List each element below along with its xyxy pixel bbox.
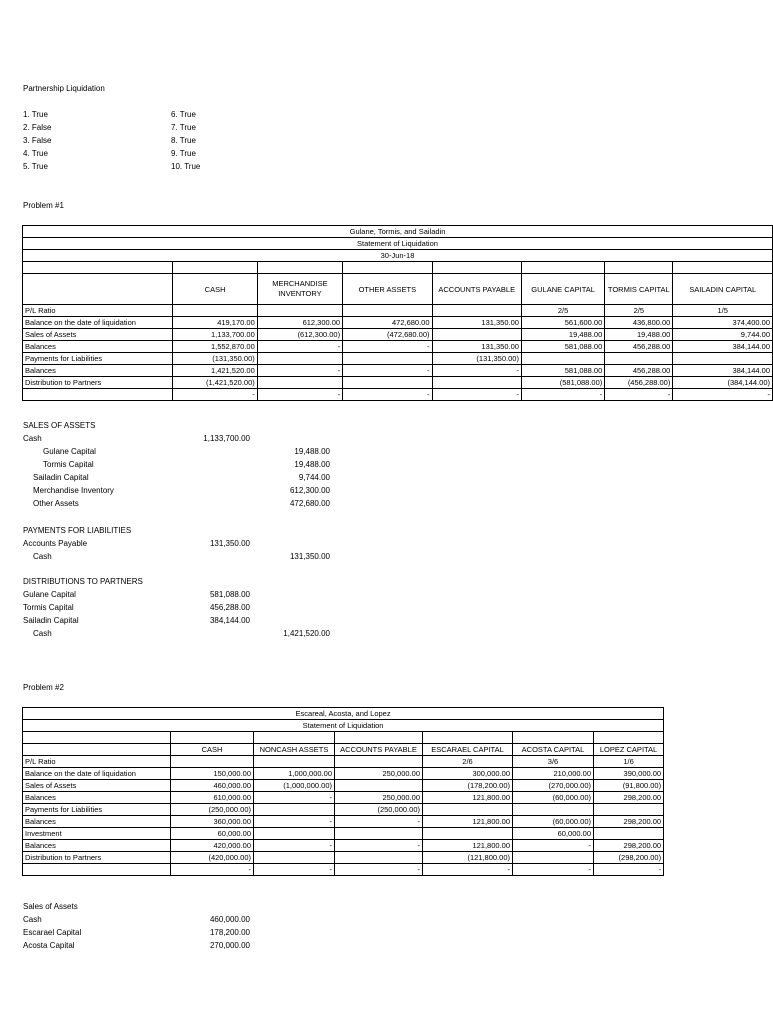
answer-item: 10. True [171, 162, 201, 171]
column-header: MERCHANDISE INVENTORY [257, 274, 342, 305]
cell-value: 561,600.00 [521, 317, 604, 329]
cell-value: (131,350.00) [173, 353, 257, 365]
cell-value: 2/5 [605, 305, 673, 317]
cell-value: 60,000.00 [513, 828, 594, 840]
row-label: P/L Ratio [23, 305, 173, 317]
statement-date: 30-Jun-18 [23, 250, 773, 262]
journal-account: Cash [23, 434, 42, 443]
row-label: Sales of Assets [23, 329, 173, 341]
company-name: Escareal, Acosta, and Lopez [23, 708, 664, 720]
cell-value: 436,800.00 [605, 317, 673, 329]
cell-value [257, 305, 342, 317]
cell-value: 121,800.00 [423, 816, 513, 828]
cell-value: (298,200.00) [594, 852, 664, 864]
cell-value: 1/6 [594, 756, 664, 768]
journal-account: Sailadin Capital [23, 616, 79, 625]
cell-value [343, 377, 432, 389]
journal-heading: SALES OF ASSETS [23, 421, 96, 430]
statement-row [23, 365, 773, 377]
column-header: ESCARAEL CAPITAL [423, 744, 513, 756]
row-label: Payments for Liabilities [23, 353, 173, 365]
journal-debit: 1,133,700.00 [203, 434, 250, 443]
journal-account: Gulane Capital [43, 447, 96, 456]
cell-value: 456,288.00 [605, 341, 673, 353]
cell-value [254, 828, 335, 840]
statement-row [23, 792, 664, 804]
cell-value: - [343, 365, 432, 377]
cell-value [423, 828, 513, 840]
cell-value: 298,200.00 [594, 792, 664, 804]
journal-account: Acosta Capital [23, 941, 75, 950]
journal-debit: 460,000.00 [209, 915, 250, 924]
cell-value: 298,200.00 [594, 840, 664, 852]
journal-debit: 178,200.00 [209, 928, 250, 937]
cell-value: - [605, 389, 673, 401]
statement-title: Statement of Liquidation [23, 720, 664, 732]
answer-item: 6. True [171, 110, 196, 119]
cell-value: 384,144.00 [673, 365, 773, 377]
cell-value: (250,000.00) [335, 804, 423, 816]
cell-value: - [254, 864, 335, 876]
cell-value: (60,000.00) [513, 816, 594, 828]
column-header: NONCASH ASSETS [254, 744, 335, 756]
column-header: OTHER ASSETS [343, 274, 432, 305]
cell-value [343, 305, 432, 317]
row-label: P/L Ratio [23, 756, 171, 768]
cell-value: 210,000.00 [513, 768, 594, 780]
cell-value: - [257, 365, 342, 377]
answer-item: 7. True [171, 123, 196, 132]
statement-row [23, 341, 773, 353]
statement-row [23, 804, 664, 816]
cell-value [335, 756, 423, 768]
cell-value: 420,000.00 [171, 840, 254, 852]
cell-value: 460,000.00 [171, 780, 254, 792]
cell-value: - [335, 864, 423, 876]
cell-value: (581,088.00) [521, 377, 604, 389]
statement-row [23, 353, 773, 365]
cell-value: (612,300.00) [257, 329, 342, 341]
cell-value [254, 804, 335, 816]
cell-value: 131,350.00 [432, 341, 521, 353]
statement-row [23, 389, 773, 401]
journal-debit: 581,088.00 [209, 590, 250, 599]
journal-debit: 270,000.00 [209, 941, 250, 950]
cell-value: - [257, 389, 342, 401]
journal-credit: 612,300.00 [289, 486, 330, 495]
row-label [23, 389, 173, 401]
cell-value: 250,000.00 [335, 768, 423, 780]
cell-value: - [254, 792, 335, 804]
cell-value: 2/6 [423, 756, 513, 768]
page-title: Partnership Liquidation [23, 84, 105, 93]
cell-value: 384,144.00 [673, 341, 773, 353]
row-label: Investment [23, 828, 171, 840]
cell-value: (270,000.00) [513, 780, 594, 792]
row-label: Balances [23, 341, 173, 353]
cell-value [254, 756, 335, 768]
cell-value: - [432, 365, 521, 377]
statement-row [23, 828, 664, 840]
statement-row [23, 840, 664, 852]
cell-value: 610,000.00 [171, 792, 254, 804]
answer-item: 4. True [23, 149, 48, 158]
problem-1-label: Problem #1 [23, 201, 64, 210]
cell-value: - [171, 864, 254, 876]
cell-value: 1,133,700.00 [173, 329, 257, 341]
cell-value [673, 353, 773, 365]
problem-2-rows [23, 756, 664, 876]
cell-value: (420,000.00) [171, 852, 254, 864]
cell-value [343, 353, 432, 365]
cell-value [432, 329, 521, 341]
journal-account: Cash [23, 915, 42, 924]
cell-value: - [343, 341, 432, 353]
cell-value: 390,000.00 [594, 768, 664, 780]
answer-item: 9. True [171, 149, 196, 158]
cell-value: 2/5 [521, 305, 604, 317]
journal-account: Tormis Capital [43, 460, 94, 469]
journal-credit: 131,350.00 [289, 552, 330, 561]
cell-value [257, 353, 342, 365]
cell-value [594, 828, 664, 840]
cell-value: 9,744.00 [673, 329, 773, 341]
cell-value: - [335, 816, 423, 828]
cell-value [521, 353, 604, 365]
cell-value: 360,000.00 [171, 816, 254, 828]
row-label: Balances [23, 792, 171, 804]
journal-credit: 19,488.00 [294, 460, 330, 469]
cell-value: (1,421,520.00) [173, 377, 257, 389]
cell-value: - [521, 389, 604, 401]
cell-value: - [673, 389, 773, 401]
cell-value [173, 305, 257, 317]
journal-account: Cash [33, 552, 52, 561]
cell-value [594, 804, 664, 816]
cell-value [257, 377, 342, 389]
answer-item: 8. True [171, 136, 196, 145]
statement-row [23, 756, 664, 768]
cell-value: (60,000.00) [513, 792, 594, 804]
cell-value: 472,680.00 [343, 317, 432, 329]
problem-2-label: Problem #2 [23, 683, 64, 692]
cell-value: 1/5 [673, 305, 773, 317]
journal-account: Cash [33, 629, 52, 638]
cell-value: 60,000.00 [171, 828, 254, 840]
column-header: CASH [171, 744, 254, 756]
row-label: Balances [23, 365, 173, 377]
cell-value: 121,800.00 [423, 792, 513, 804]
cell-value: 121,800.00 [423, 840, 513, 852]
cell-value: - [173, 389, 257, 401]
cell-value: 456,288.00 [605, 365, 673, 377]
cell-value: 1,552,870.00 [173, 341, 257, 353]
cell-value [335, 780, 423, 792]
cell-value: (121,800.00) [423, 852, 513, 864]
statement-title: Statement of Liquidation [23, 238, 773, 250]
statement-row [23, 864, 664, 876]
cell-value: - [594, 864, 664, 876]
cell-value: 250,000.00 [335, 792, 423, 804]
cell-value: 1,421,520.00 [173, 365, 257, 377]
row-label: Balance on the date of liquidation [23, 768, 171, 780]
column-header: ACOSTA CAPITAL [513, 744, 594, 756]
journal-credit: 9,744.00 [298, 473, 330, 482]
cell-value: - [257, 341, 342, 353]
cell-value [171, 756, 254, 768]
cell-value: - [513, 864, 594, 876]
row-label: Sales of Assets [23, 780, 171, 792]
journal-heading: PAYMENTS FOR LIABILITIES [23, 526, 132, 535]
journal-debit: 384,144.00 [209, 616, 250, 625]
row-label [23, 864, 171, 876]
cell-value: 374,400.00 [673, 317, 773, 329]
journal-credit: 472,680.00 [289, 499, 330, 508]
cell-value: - [254, 840, 335, 852]
statement-row [23, 305, 773, 317]
cell-value: 300,000.00 [423, 768, 513, 780]
journal-credit: 1,421,520.00 [283, 629, 330, 638]
cell-value: 581,088.00 [521, 341, 604, 353]
cell-value: (131,350.00) [432, 353, 521, 365]
cell-value: - [423, 864, 513, 876]
answer-item: 1. True [23, 110, 48, 119]
row-label: Payments for Liabilities [23, 804, 171, 816]
cell-value: - [513, 840, 594, 852]
cell-value: (472,680.00) [343, 329, 432, 341]
statement-row [23, 768, 664, 780]
cell-value: (178,200.00) [423, 780, 513, 792]
cell-value: 612,300.00 [257, 317, 342, 329]
journal-account: Gulane Capital [23, 590, 76, 599]
cell-value: (384,144.00) [673, 377, 773, 389]
cell-value: 1,000,000.00 [254, 768, 335, 780]
problem-2-statement-table [22, 707, 664, 876]
journal-debit: 131,350.00 [209, 539, 250, 548]
journal-account: Merchandise Inventory [33, 486, 114, 495]
cell-value: 19,488.00 [605, 329, 673, 341]
row-label: Balances [23, 840, 171, 852]
journal-account: Other Assets [33, 499, 79, 508]
cell-value: 581,088.00 [521, 365, 604, 377]
cell-value [513, 852, 594, 864]
journal-account: Sailadin Capital [33, 473, 89, 482]
column-header: ACCOUNTS PAYABLE [432, 274, 521, 305]
cell-value [432, 305, 521, 317]
statement-row [23, 816, 664, 828]
problem-1-statement-table [22, 225, 773, 401]
cell-value: 3/6 [513, 756, 594, 768]
cell-value [513, 804, 594, 816]
answer-item: 5. True [23, 162, 48, 171]
problem-1-rows [23, 305, 773, 401]
cell-value: 419,170.00 [173, 317, 257, 329]
problem-2-journal-heading: Sales of Assets [23, 902, 78, 911]
cell-value: (91,800.00) [594, 780, 664, 792]
cell-value: 19,488.00 [521, 329, 604, 341]
journal-credit: 19,488.00 [294, 447, 330, 456]
row-label: Distribution to Partners [23, 852, 171, 864]
cell-value: - [432, 389, 521, 401]
row-label: Distribution to Partners [23, 377, 173, 389]
cell-value [423, 804, 513, 816]
statement-row [23, 852, 664, 864]
cell-value: 298,200.00 [594, 816, 664, 828]
journal-account: Accounts Payable [23, 539, 88, 548]
column-header: ACCOUNTS PAYABLE [335, 744, 423, 756]
cell-value: 131,350.00 [432, 317, 521, 329]
column-header: LOPEZ CAPITAL [594, 744, 664, 756]
answer-item: 2. False [23, 123, 52, 132]
cell-value [335, 828, 423, 840]
journal-account: Tormis Capital [23, 603, 74, 612]
column-header: TORMIS CAPITAL [605, 274, 673, 305]
row-label: Balance on the date of liquidation [23, 317, 173, 329]
cell-value [254, 852, 335, 864]
journal-heading: DISTRIBUTIONS TO PARTNERS [23, 577, 143, 586]
statement-row [23, 780, 664, 792]
statement-row [23, 377, 773, 389]
statement-row [23, 317, 773, 329]
row-label: Balances [23, 816, 171, 828]
cell-value [335, 852, 423, 864]
column-header: SAILADIN CAPITAL [673, 274, 773, 305]
journal-debit: 456,288.00 [209, 603, 250, 612]
cell-value [432, 377, 521, 389]
cell-value: - [343, 389, 432, 401]
column-header: GULANE CAPITAL [521, 274, 604, 305]
cell-value [605, 353, 673, 365]
answer-item: 3. False [23, 136, 52, 145]
cell-value: - [254, 816, 335, 828]
cell-value: (250,000.00) [171, 804, 254, 816]
cell-value: 150,000.00 [171, 768, 254, 780]
journal-account: Escarael Capital [23, 928, 82, 937]
cell-value: (456,288.00) [605, 377, 673, 389]
cell-value: - [335, 840, 423, 852]
statement-row [23, 329, 773, 341]
company-name: Gulane, Tormis, and Sailadin [23, 226, 773, 238]
cell-value: (1,000,000.00) [254, 780, 335, 792]
column-header: CASH [173, 274, 257, 305]
